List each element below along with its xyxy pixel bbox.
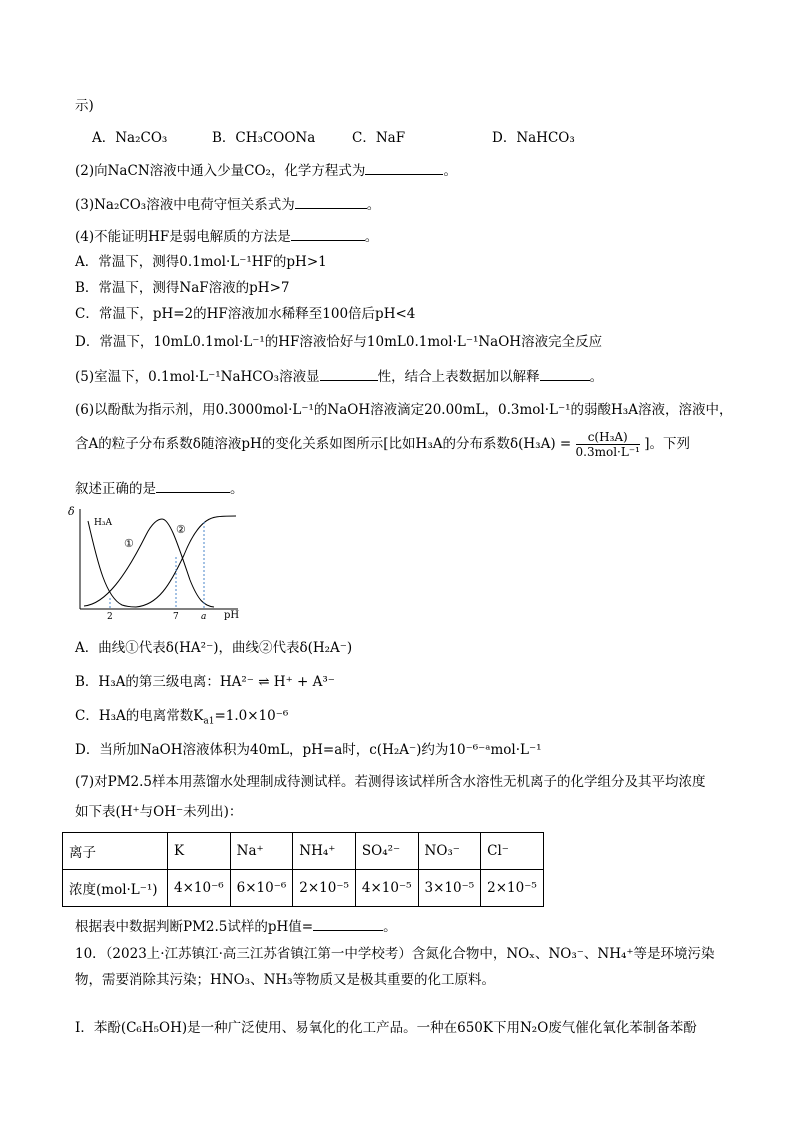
curve-2 — [136, 516, 236, 607]
table-cell: NH₄⁺ — [293, 833, 356, 870]
question-4-option-c: C．常温下，pH=2的HF溶液加水稀释至100倍后pH<4 — [75, 306, 416, 322]
question-7-text: 根据表中数据判断PM2.5试样的pH值= — [75, 919, 314, 935]
question-10-line-3: Ⅰ．苯酚(C₆H₅OH)是一种广泛使用、易氧化的化工产品。一种在650K下用N₂O废气催化氧化苯制备苯酚 — [75, 1020, 697, 1036]
curve-1 — [84, 519, 214, 607]
table-cell: 4×10⁻⁵ — [355, 870, 418, 907]
option-c: C．NaF — [352, 130, 406, 146]
question-7-line-2: 如下表(H⁺与OH⁻未列出)： — [75, 804, 243, 820]
curve-h3a — [88, 521, 136, 607]
question-4-option-b: B．常温下，测得NaF溶液的pH>7 — [75, 280, 290, 296]
question-10-line-2: 物，需要消除其污染；HNO₃、NH₃等物质又是极其重要的化工原料。 — [75, 972, 496, 988]
distribution-graph — [66, 505, 246, 620]
question-6-line-3 — [75, 478, 244, 499]
question-6-option-a: A．曲线①代表δ(HA²⁻)，曲线②代表δ(H₂A⁻) — [75, 640, 353, 656]
table-cell: NO₃⁻ — [418, 833, 481, 870]
period: 。 — [366, 197, 381, 213]
period: 。 — [364, 229, 379, 245]
table-cell: 6×10⁻⁶ — [230, 870, 293, 907]
question-6-text: 含A的粒子分布系数δ随溶液pH的变化关系如图所示[比如H₃A的分布系数δ(H₃A) = — [75, 436, 572, 452]
period: 。 — [443, 163, 457, 179]
option-d: D．NaHCO₃ — [492, 130, 575, 146]
x-tick-a: a — [201, 612, 207, 620]
answer-blank[interactable] — [540, 366, 590, 381]
question-6-text-end: ]。下列 — [644, 436, 691, 452]
question-7-line-1: (7)对PM2.5样本用蒸馏水处理制成待测试样。若测得该试样所含水溶性无机离子的化学组分及其平均浓度 — [75, 774, 706, 790]
question-3-text: (3)Na₂CO₃溶液中电荷守恒关系式为 — [75, 197, 295, 213]
curve-h3a-label: H₃A — [94, 518, 112, 528]
question-4-option-d: D．常温下，10mL0.1mol·L⁻¹的HF溶液恰好与10mL0.1mol·L⁻¹NaOH溶液完全反应 — [75, 334, 603, 350]
graph-ylabel: δ — [68, 505, 75, 518]
curve-2-label: ② — [176, 523, 186, 536]
question-10-line-1: 10．（2023上·江苏镇江·高三江苏省镇江第一中学校考）含氮化合物中，NOₓ、NO₃⁻、NH₄⁺等是环境污染 — [75, 946, 715, 962]
question-4 — [75, 226, 378, 247]
question-6-text: 叙述正确的是 — [75, 481, 156, 497]
answer-blank[interactable] — [295, 194, 367, 209]
answer-blank[interactable] — [291, 226, 365, 241]
question-5-text: (5)室温下，0.1mol·L⁻¹NaHCO₃溶液显 — [75, 369, 320, 385]
question-6-option-d: D．当所加NaOH溶液体积为40mL，pH=a时，c(H₂A⁻)约为10⁻⁶⁻ᵃmol·L⁻¹ — [75, 742, 542, 758]
question-2-text: (2)向NaCN溶液中通入少量CO₂，化学方程式为 — [75, 163, 366, 179]
question-5-text-2: 性，结合上表数据加以解释 — [377, 369, 540, 385]
table-cell: 4×10⁻⁶ — [168, 870, 231, 907]
option-c-value: =1.0×10⁻⁶ — [214, 708, 289, 724]
question-6-option-b: B．H₃A的第三级电离：HA²⁻ ⇌ H⁺ + A³⁻ — [75, 674, 335, 690]
table-cell: Na⁺ — [230, 833, 293, 870]
table-cell: 2×10⁻⁵ — [481, 870, 544, 907]
table-cell: 浓度(mol·L⁻¹) — [63, 870, 168, 907]
x-tick-2: 2 — [107, 612, 113, 620]
answer-blank[interactable] — [313, 916, 383, 931]
period: 。 — [589, 369, 604, 385]
curve-1-label: ① — [124, 537, 134, 550]
distribution-fraction — [576, 430, 640, 459]
question-6-line-2 — [75, 430, 690, 459]
option-c-text: C．H₃A的电离常数K — [75, 708, 204, 724]
table-cell: 3×10⁻⁵ — [418, 870, 481, 907]
question-6-option-c — [75, 706, 288, 732]
question-3 — [75, 194, 380, 215]
fraction-numerator: c(H₃A) — [576, 430, 640, 445]
period: 。 — [230, 481, 244, 497]
table-cell: 2×10⁻⁵ — [293, 870, 356, 907]
question-4-text: (4)不能证明HF是弱电解质的方法是 — [75, 229, 291, 245]
table-cell: Cl⁻ — [481, 833, 544, 870]
answer-blank[interactable] — [320, 366, 378, 381]
continuation-text: 示) — [75, 98, 94, 114]
fraction-denominator: 0.3mol·L⁻¹ — [575, 445, 640, 459]
question-4-option-a: A．常温下，测得0.1mol·L⁻¹HF的pH>1 — [75, 254, 327, 270]
question-6-line-1: (6)以酚酞为指示剂，用0.3000mol·L⁻¹的NaOH溶液滴定20.00mL，0.3mol·L⁻¹的弱酸H₃A溶液，溶液中， — [75, 402, 733, 418]
ion-table — [62, 832, 544, 907]
table-cell: K — [168, 833, 231, 870]
table-row — [63, 870, 544, 907]
option-a: A．Na₂CO₃ — [92, 130, 168, 146]
answer-blank[interactable] — [365, 160, 443, 175]
question-2 — [75, 160, 457, 181]
table-row — [63, 833, 544, 870]
question-5 — [75, 366, 603, 387]
option-b: B．CH₃COONa — [212, 130, 316, 146]
x-tick-7: 7 — [173, 612, 179, 620]
answer-blank[interactable] — [156, 478, 230, 493]
graph-xlabel: pH — [224, 610, 240, 620]
option-c-subscript: a1 — [203, 716, 215, 727]
table-cell: 离子 — [63, 833, 168, 870]
question-7-line-3 — [75, 916, 397, 937]
period: 。 — [383, 919, 397, 935]
table-cell: SO₄²⁻ — [355, 833, 418, 870]
